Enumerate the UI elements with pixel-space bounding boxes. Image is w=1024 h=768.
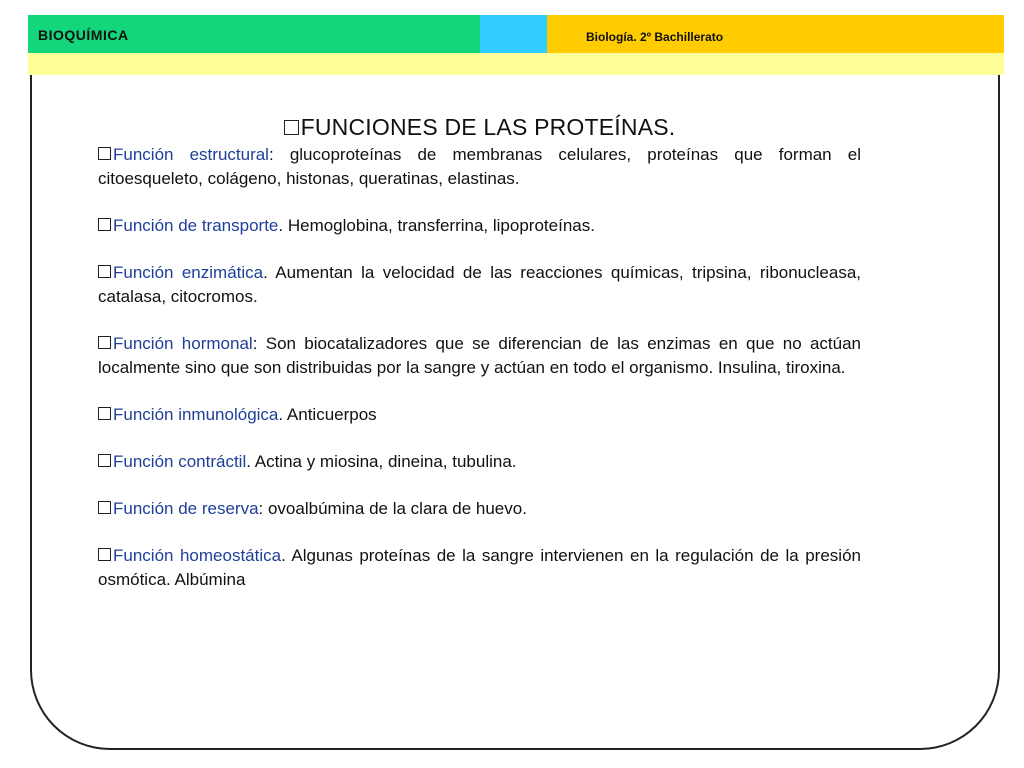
list-item	[98, 497, 861, 521]
item-text: : ovoalbúmina de la clara de huevo.	[258, 499, 527, 518]
item-text: . Aumentan la velocidad de las reacciones químicas, tripsina, ribonucleasa, catalasa, citocromos.	[98, 263, 861, 306]
item-text: : glucoproteínas de membranas celulares, proteínas que forman el citoesqueleto, colágeno, histonas, queratinas, elastinas.	[98, 145, 861, 188]
list-item	[98, 544, 861, 592]
slide-header	[28, 15, 1004, 75]
item-label: Función de transporte	[113, 216, 279, 235]
list-item	[98, 450, 861, 474]
list-item	[98, 143, 861, 191]
item-label: Función homeostática	[113, 546, 282, 565]
list-item	[98, 403, 861, 427]
checkbox-square-icon	[98, 336, 111, 349]
checkbox-square-icon	[284, 120, 299, 135]
item-label: Función hormonal	[113, 334, 253, 353]
checkbox-square-icon	[98, 147, 111, 160]
item-label: Función de reserva	[113, 499, 259, 518]
item-label: Función estructural	[113, 145, 269, 164]
item-text: . Actina y miosina, dineina, tubulina.	[246, 452, 517, 471]
item-label: Función inmunológica	[113, 405, 279, 424]
item-text: . Algunas proteínas de la sangre intervienen en la regulación de la presión osmótica. Albúmina	[98, 546, 861, 589]
slide-title	[98, 113, 861, 141]
header-course: Biología. 2º Bachillerato	[586, 30, 724, 44]
header-subject: BIOQUÍMICA	[38, 27, 129, 43]
slide-title-text: FUNCIONES DE LAS PROTEÍNAS.	[300, 114, 676, 140]
item-text: . Anticuerpos	[278, 405, 377, 424]
checkbox-square-icon	[98, 218, 111, 231]
checkbox-square-icon	[98, 407, 111, 420]
item-label: Función contráctil	[113, 452, 247, 471]
list-item	[98, 332, 861, 380]
list-item	[98, 214, 861, 238]
header-light-strip	[28, 53, 1004, 75]
checkbox-square-icon	[98, 548, 111, 561]
item-text: . Hemoglobina, transferrina, lipoproteínas.	[278, 216, 595, 235]
header-blue-band	[480, 15, 547, 53]
slide-content	[98, 113, 861, 592]
item-label: Función enzimática	[113, 263, 264, 282]
list-item	[98, 261, 861, 309]
checkbox-square-icon	[98, 501, 111, 514]
item-text: : Son biocatalizadores que se diferencian de las enzimas en que no actúan localmente sino que son distribuidas por la sangre y actúan en todo el organismo. Insulina, tiroxina.	[98, 334, 862, 377]
checkbox-square-icon	[98, 454, 111, 467]
checkbox-square-icon	[98, 265, 111, 278]
